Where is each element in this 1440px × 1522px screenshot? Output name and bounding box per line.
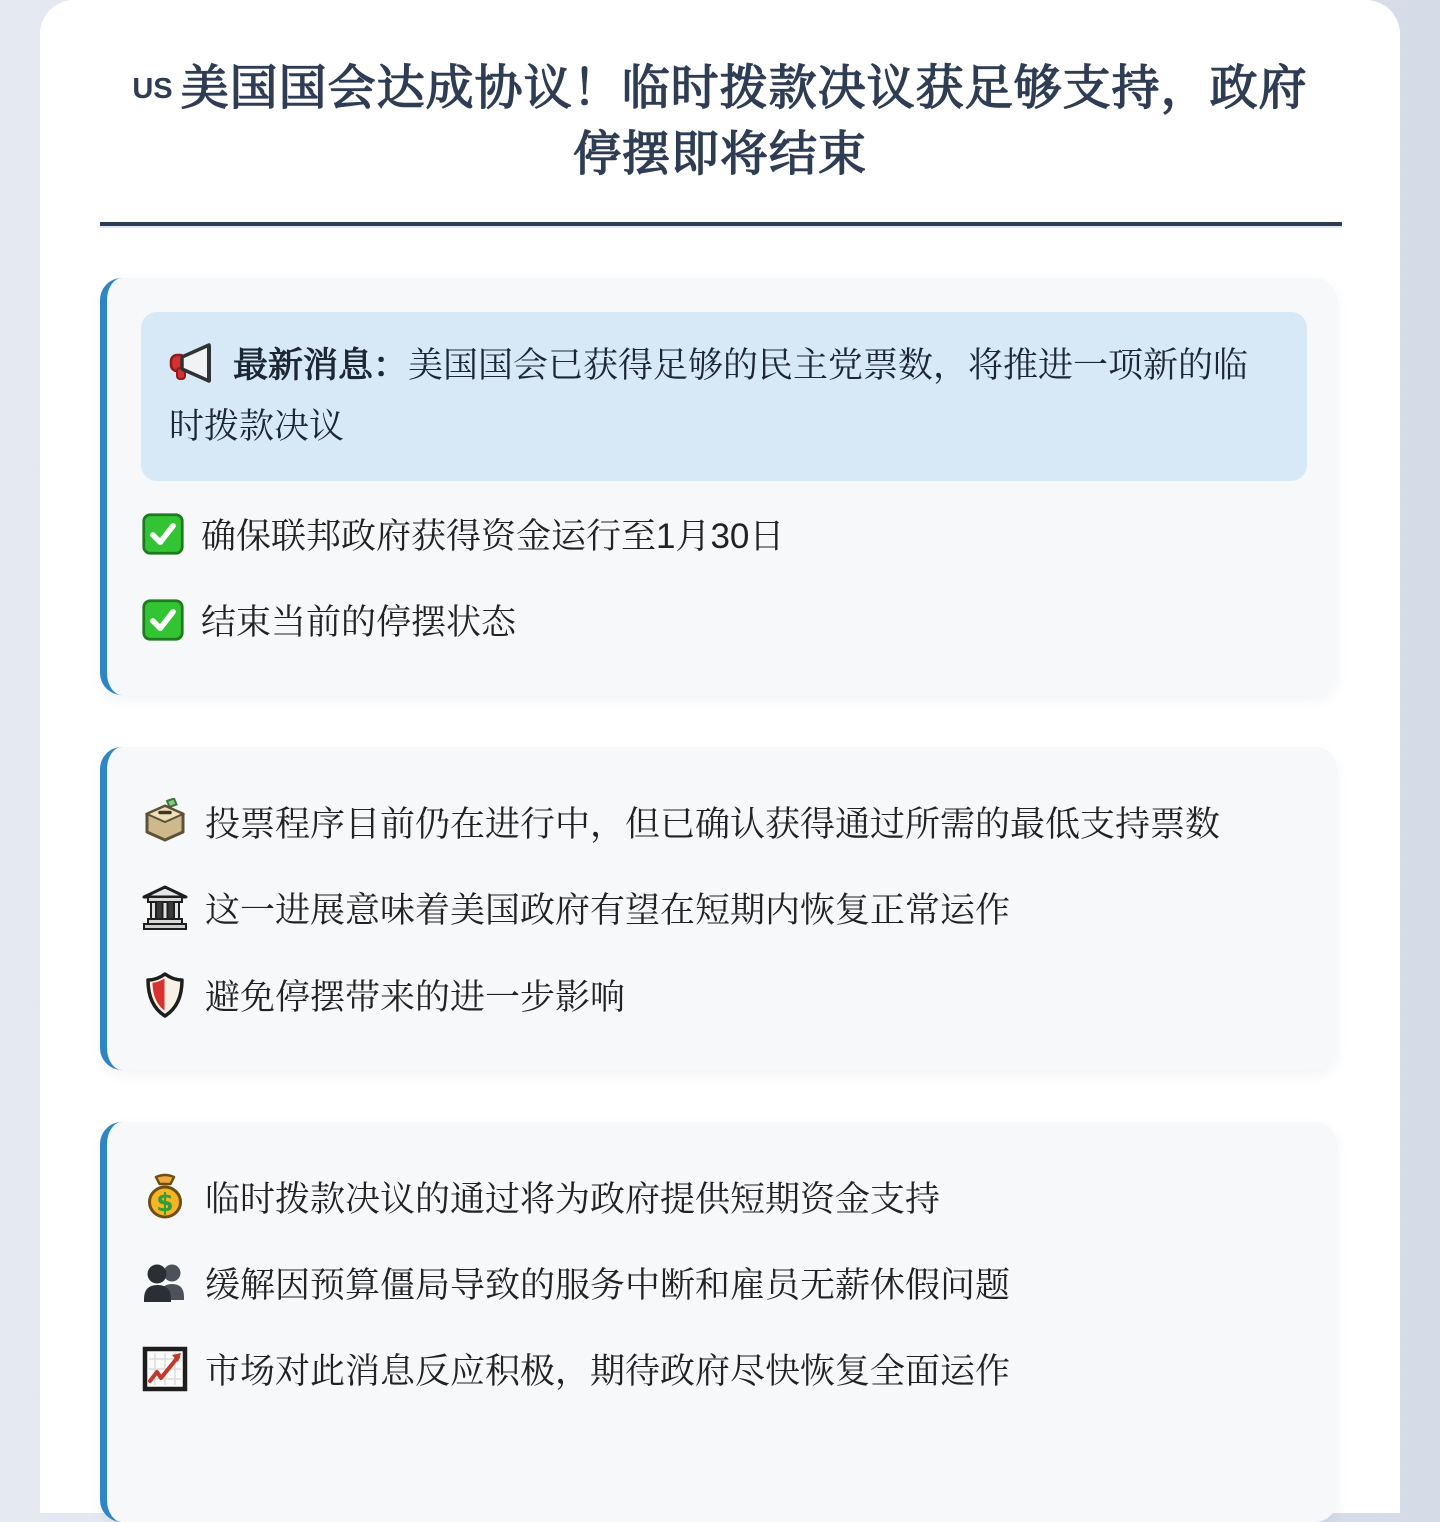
chart-increasing-icon — [141, 1345, 189, 1393]
list-item-text: 结束当前的停摆状态 — [201, 603, 517, 643]
classical-building-icon — [141, 884, 189, 932]
list-item-text: 避免停摆带来的进一步影响 — [205, 977, 626, 1017]
list-item — [141, 795, 1307, 855]
list-item — [141, 1170, 1307, 1230]
list-item-text: 确保联邦政府获得资金运行至1月30日 — [201, 516, 785, 556]
megaphone-icon — [169, 339, 217, 387]
list-item-text: 投票程序目前仍在进行中，但已确认获得通过所需的最低支持票数 — [205, 805, 1221, 845]
list-item-text: 这一进展意味着美国政府有望在短期内恢复正常运作 — [205, 891, 1011, 931]
callout-text: 美国国会已获得足够的民主党票数，将推进一项新的临时拨款决议 — [169, 346, 1249, 446]
title-divider — [100, 222, 1342, 226]
list-item — [141, 968, 1307, 1028]
impact-card — [100, 1122, 1337, 1522]
check-mark-icon — [141, 512, 185, 556]
page-title-text: 美国国会达成协议！临时拨款决议获足够支持，政府停摆即将结束 — [180, 62, 1308, 182]
list-item — [141, 593, 1307, 653]
svg-text:$: $ — [156, 1187, 174, 1217]
list-item-text: 市场对此消息反应积极，期待政府尽快恢复全面运作 — [205, 1352, 1011, 1392]
money-bag-icon — [141, 1173, 189, 1221]
latest-news-callout — [141, 312, 1307, 480]
list-item — [141, 1256, 1307, 1316]
list-item — [141, 1342, 1307, 1402]
highlight-card — [100, 278, 1337, 695]
shield-icon — [141, 971, 189, 1019]
status-card — [100, 747, 1337, 1070]
article-page — [40, 0, 1400, 1513]
us-flag-label: US — [132, 73, 173, 105]
list-item-text: 缓解因预算僵局导致的服务中断和雇员无薪休假问题 — [205, 1265, 1011, 1305]
page-title — [110, 56, 1330, 188]
list-item — [141, 507, 1307, 567]
list-item-text: 临时拨款决议的通过将为政府提供短期资金支持 — [205, 1179, 941, 1219]
people-silhouette-icon — [141, 1259, 189, 1307]
check-mark-icon — [141, 598, 185, 642]
list-item — [141, 881, 1307, 941]
callout-label: 最新消息： — [233, 346, 409, 386]
ballot-box-icon — [141, 798, 189, 846]
